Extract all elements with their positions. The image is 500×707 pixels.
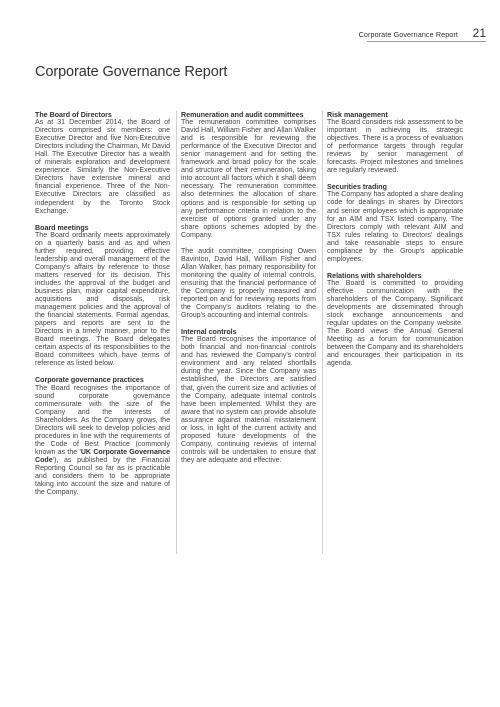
section-paragraph: The audit committee, comprising Owen Bavinton, David Hall, William Fisher and Allan Walker, has primary responsibility for monitoring the quality of internal controls, ensuring that the financial performance of the Company is properly measured and reported on and for reviewing reports from the Company's auditors relating to the Group's accounting and internal controls. [181, 247, 316, 320]
section-heading: Board meetings [35, 223, 89, 232]
page-title: Corporate Governance Report [35, 64, 228, 80]
section-paragraph: The Company has adopted a share dealing code for dealings in shares by Directors and senior employees which is appropriate for an AIM and TSX listed company. The Directors comply with relevant AIM and TSX rules relating to Directors' dealings and take reasonable steps to ensure compliance by the Group's applicable employees. [327, 191, 463, 263]
text-column-2 [181, 111, 316, 473]
section-heading: Corporate governance practices [35, 376, 144, 385]
section-board-meetings [35, 224, 170, 369]
section-heading: Relations with shareholders [327, 271, 422, 280]
section-risk-management [327, 111, 463, 175]
section-paragraph [35, 385, 170, 498]
section-paragraph: The Board considers risk assessment to be important in achieving its strategic objectives. There is a process of evaluation of performance targets through regular reviews by senior management of forecasts. Project milestones and timelines are regularly reviewed. [327, 119, 463, 175]
column-divider [176, 111, 177, 554]
section-relations-with-shareholders [327, 272, 463, 369]
paragraph-text: The Board recognises the importance of sound corporate governance commensurate with the size of the Company and the interests of Shareholders. As the Company grows, the Directors will seek to develop policies and procedures in line with the requirements of the Code of Best Practice (commonly known as the ' [35, 384, 170, 456]
column-divider [322, 111, 323, 554]
code-name-emphasis: UK Corporate Governance Code [35, 448, 171, 464]
section-paragraph: The Board is committed to providing effective communication with the shareholders of the Company. Significant developments are disseminated through stock exchange announcements and regular updates on the Company website. The Board views the Annual General Meeting as a forum for communication between the Company and its shareholders and encourages their participation in its agenda. [327, 279, 463, 368]
text-column-3 [327, 111, 463, 376]
paragraph-gap [181, 240, 316, 248]
section-heading: Securities trading [327, 183, 387, 192]
running-header: Corporate Governance Report [358, 30, 458, 39]
section-heading: Remuneration and audit committees [181, 111, 304, 119]
section-paragraph: The remuneration committee comprises David Hall, William Fisher and Allan Walker and is responsible for reviewing the performance of the Executive Director and senior management and for setting the framework and broad policy for the scale and structure of their remuneration, taking into account all factors which it shall deem necessary. The remuneration committee also determines the allocation of share options and is responsible for setting up any performance criteria in relation to the exercise of options granted under any share options schemes adopted by the Company. [181, 119, 316, 239]
text-column-1 [35, 111, 170, 505]
section-corporate-governance-practices [35, 376, 170, 497]
page-number: 21 [472, 26, 486, 40]
section-board-of-directors [35, 111, 170, 216]
section-remuneration-audit-committees [181, 111, 316, 320]
section-heading: The Board of Directors [35, 111, 112, 119]
section-paragraph: The Board recognises the importance of both financial and non-financial controls and has reviewed the Company's control environment and any related shortfalls during the year. Since the Company was established, the Directors are satisfied that, given the current size and activities of the Company, adequate internal controls have been implemented. Whilst they are aware that no system can provide absolute assurance against material misstatement or loss, in light of the current activity and proposed future developments of the Company, continuing reviews of internal controls will be undertaken to ensure that they are adequate and effective. [181, 336, 316, 464]
section-heading: Internal controls [181, 328, 237, 337]
section-paragraph: The Board ordinarily meets approximately on a quarterly basis and as and when further required, providing effective leadership and overall management of the Company's affairs by reference to those matters reserved for its decision. This includes the approval of the budget and business plan, major capital expenditure, acquisitions and disposals, risk management policies and the approval of the financial statements. Formal agendas, papers and reports are sent to the Directors in a timely manner, prior to the Board meetings. The Board delegates certain aspects of its responsibilities to the Board committees which have terms of reference as listed below. [35, 231, 170, 368]
section-heading: Risk management [327, 111, 388, 119]
section-internal-controls [181, 328, 316, 465]
section-securities-trading [327, 183, 463, 263]
header-divider [367, 41, 486, 42]
section-paragraph: As at 31 December 2014, the Board of Directors comprised six members: one Executive Director and five Non-Executive Directors including the Chairman, Mr David Hall. The Executive Director has a wealth of minerals exploration and development experience. Similarly the Non-Executive Directors have extensive mineral and financial experience. Three of the Non-Executive Directors are classified as independent by the Toronto Stock Exchange. [35, 119, 170, 215]
paragraph-text: '), as published by the Financial Reporting Council so far as is practicable and considers them to be appropriate taking into account the size and nature of the Company. [35, 456, 170, 497]
